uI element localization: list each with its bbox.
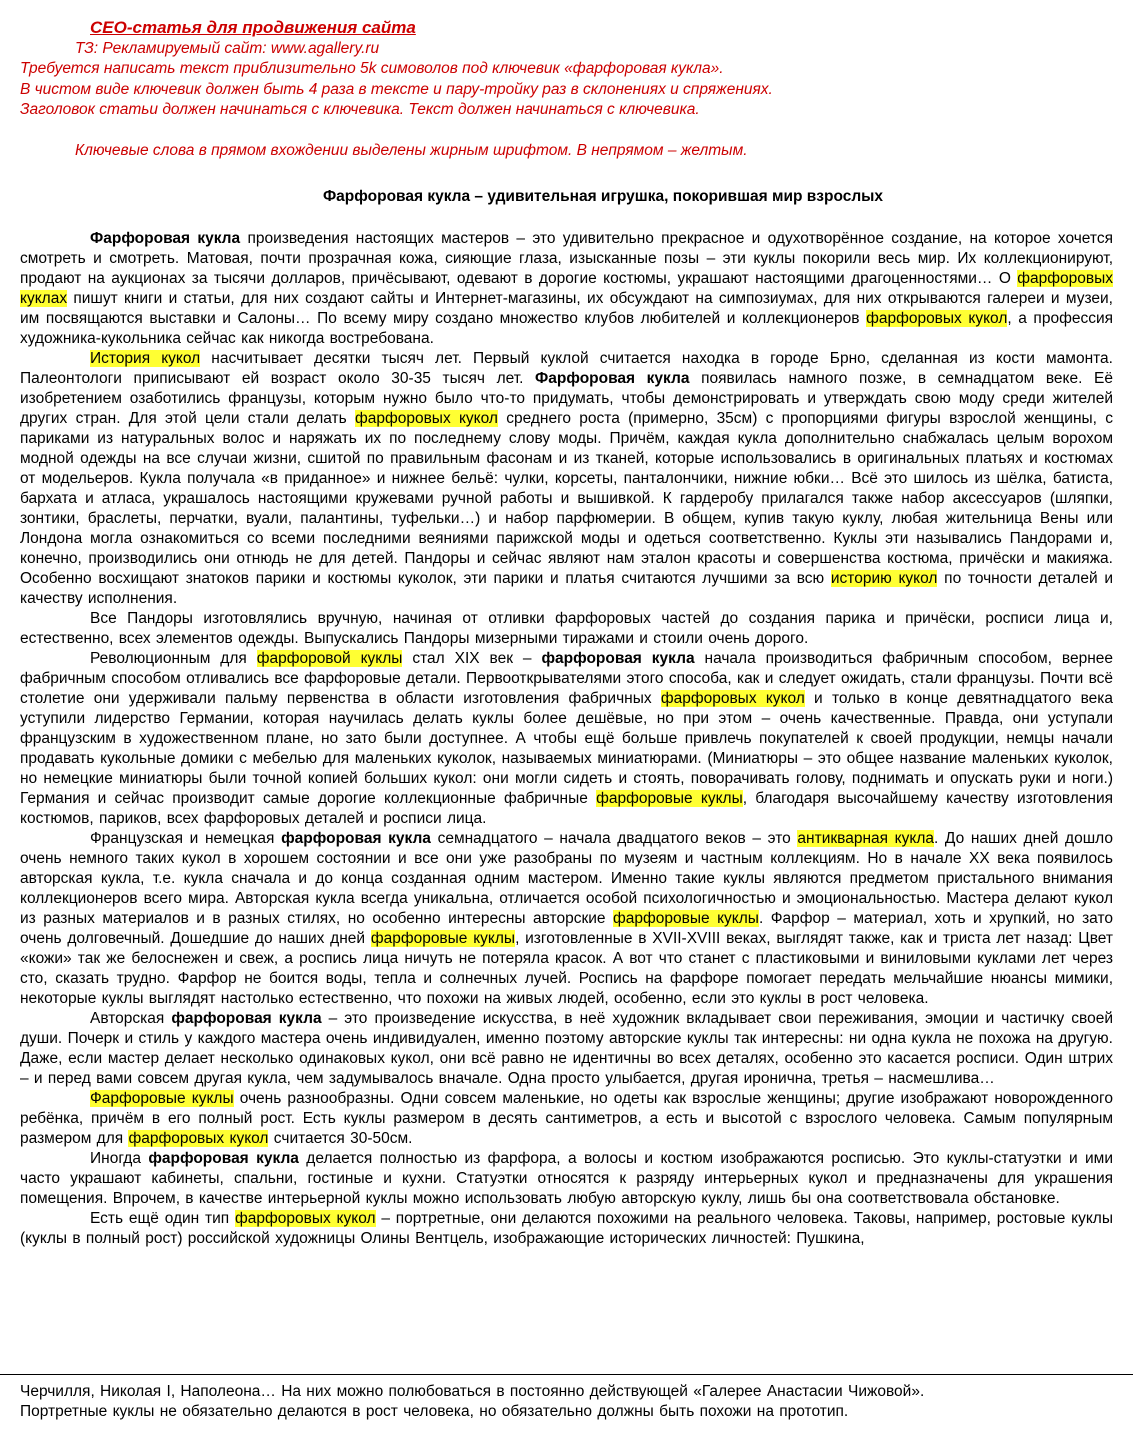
paragraph-text: – портретные, они делаются похожими на реального человека. Таковы, например, ростовые куклы (куклы в полный рост) российской художницы Олины Вентцель, изображающие исторических личностей: Пушкина, [20,1210,1113,1247]
keyword-indirect: фарфоровых кукол [235,1210,376,1227]
paragraph-text: начала производиться фабричным способом, вернее фабричным способом отливались все фарфоровые детали. Первооткрывателями этого способа, как и следует ожидать, стали французы. Почти всё столетие они удерживали пальму первенства в области изготовления фабричных [20,650,1113,707]
paragraph-text: делается полностью из фарфора, а волосы и костюм изображаются росписью. Это куклы-статуэтки и ими часто украшают кабинеты, спальни, гостиные и кухни. Статуэтки относятся к разряду интерьерных кукол и предназначены для украшения помещения. Впрочем, в качестве интерьерной куклы можно использовать любую авторскую куклу, лишь бы она соответствовала обстановке. [20,1150,1113,1207]
paragraph-text: произведения настоящих мастеров – это удивительно прекрасное и одухотворённое создание, на которое хочется смотреть и смотреть. Матовая, почти прозрачная кожа, сияющие глаза, изысканные позы – эти куклы покорили весь мир. Их коллекционируют, продают на аукционах за тысячи долларов, причёсывают, одевают в дорогие костюмы, украшают настоящими драгоценностями… О [20,230,1113,287]
paragraph-text: и только в конце девятнадцатого века уступили лидерство Германии, которая научилась делать куклы более дешёвые, но при этом – очень качественные. Правда, они уступали французским в художественном плане, но зато были доступнее. А чтобы ещё больше привлечь покупателей к своей продукции, немцы начали продавать кукольные домики с мебелью для маленьких куколок, называемых миниатюрами. (Миниатюры – это общее название маленьких куколок, но немецкие миниатюры были точной копией больших кукол: они могли сидеть и стоять, поворачивать голову, поднимать и опускать руки и ноги.) Германия и сейчас производит самые дорогие коллекционные фабричные [20,690,1113,807]
paragraph-text: насчитывает десятки тысяч лет. Первый куклой считается находка в городе Брно, сделанная из кости мамонта. Палеонтологи приписывают ей возраст около 30-35 тысяч лет. [20,350,1113,387]
paragraph-text: семнадцатого – начала двадцатого веков – это [430,830,798,847]
paragraph-text: Авторская [90,1010,172,1027]
keywords-note: Ключевые слова в прямом вхождении выделены жирным шрифтом. В непрямом – желтым. [75,141,748,159]
paragraph-text: . До наших дней дошло очень немного таких кукол в хорошем состоянии и все они уже разобраны по музеям и частным коллекциям. Но в начале XX века появилось авторская кукла, т.е. кукла сначала и до конца созданная одним мастером. Именно такие куклы являются предметом пристального внимания коллекционеров всего мира. Авторская кукла всегда уникальна, отличается особой психологичностью и эмоциональностью. Мастера делают кукол из разных материалов и в разных стилях, но особенно интересны авторские [20,830,1113,927]
article-paragraph [20,609,1113,649]
keyword-indirect: фарфоровых кукол [128,1130,269,1147]
keyword-indirect: фарфоровые куклы [613,910,759,927]
keyword-indirect: фарфоровых куклах [20,270,1113,307]
article-body [20,229,1113,1249]
paragraph-text: по точности деталей и качеству исполнения. [20,570,1113,607]
header-requirement-1: Требуется написать текст приблизительно 5k симоволов под ключевик «фарфоровая кукла». [20,60,724,77]
paragraph-text: считается 30-50см. [268,1130,413,1147]
article-paragraph [20,1009,1113,1089]
article-paragraph [20,1149,1113,1209]
keyword-indirect: фарфоровых кукол [866,310,1008,327]
keyword-direct: Фарфоровая кукла [535,370,690,387]
header-tz: ТЗ: Рекламируемый сайт: www.agallery.ru [75,39,380,57]
article-paragraph [20,649,1113,829]
article-paragraph [20,829,1113,1009]
keyword-direct: фарфоровая кукла [281,830,431,847]
header-requirement-3: Заголовок статьи должен начинаться с ключевика. Текст должен начинаться с ключевика. [20,101,700,118]
keyword-indirect: фарфоровой куклы [256,650,403,667]
keyword-indirect: историю кукол [830,570,938,587]
paragraph-text: очень разнообразны. Одни совсем маленькие, но одеты как взрослые женщины; другие изображают новорожденного ребёнка, причём в его полный рост. Есть куклы размером в десять сантиметров, а есть и высотой с взрослого человека. Самым популярным размером для [20,1090,1113,1147]
keyword-indirect: История кукол [90,350,201,367]
page-2-line-2: Портретные куклы не обязательно делаются в рост человека, но обязательно должны быть похожи на прототип. [20,1403,849,1420]
article-title: Фарфоровая кукла – удивительная игрушка, покорившая мир взрослых [322,188,884,205]
paragraph-text: Все Пандоры изготовлялись вручную, начиная от отливки фарфоровых частей до создания парика и причёски, росписи лица и, естественно, всех элементов одежды. Выпускались Пандоры мизерными тиражами и стоили очень дорого. [20,610,1113,647]
article-paragraph [20,1089,1113,1149]
keyword-indirect: антикварная кукла [797,830,934,847]
paragraph-text: Французская и немецкая [90,830,282,847]
keyword-indirect: Фарфоровые куклы [90,1090,234,1107]
paragraph-text: среднего роста (примерно, 35см) с пропорциями фигуры взрослой женщины, с париками из натуральных волос и наряжать их по последнему слову моды. Причём, каждая кукла дополнительно снабжалась целым ворохом модной одежды на все случаи жизни, сшитой по правильным фасонам и из тканей, которые использовались в оригинальных платьях и костюмах от модельеров. Кукла получала «в приданное» и нижнее бельё: чулки, корсеты, панталончики, нижние юбки… Всё это шилось из шёлка, батиста, бархата и атласа, украшалось настоящими кружевами ручной работы и вышивкой. К гардеробу прилагался также набор аксессуаров (шляпки, зонтики, браслеты, перчатки, вуали, палантины, туфельки…) и набор парфюмерии. В общем, купив такую куклу, любая жительница Вены или Лондона могла ознакомиться со всеми последними веяниями парижской моды и одеться соответственно. Куклы эти назывались Пандорами и, конечно, производились они отнюдь не для детей. Пандоры и сейчас являют нам эталон красоты и совершенства костюма, причёски и макияжа. Особенно восхищают знатоков парики и костюмы куколок, эти парики и платья считаются лучшими за всю [20,410,1113,587]
header-title: СЕО-статья для продвижения сайта [90,18,416,37]
paragraph-text: Есть ещё один тип [90,1210,235,1227]
paragraph-text: Иногда [90,1150,149,1167]
keyword-direct: фарфоровая кукла [171,1010,322,1027]
keyword-direct: фарфоровая кукла [541,650,695,667]
page-2-text [20,1382,1113,1422]
header-requirement-2: В чистом виде ключевик должен быть 4 раза в тексте и пару-тройку раз в склонениях и спряжениях. [20,80,773,98]
paragraph-text: пишут книги и статьи, для них создают сайты и Интернет-магазины, их обсуждают на симпозиумах, для них открываются галереи и музеи, им посвящаются выставки и Салоны… По всему миру создано множество клубов любителей и коллекционеров [20,290,1113,327]
keyword-direct: Фарфоровая кукла [90,230,241,247]
keyword-direct: фарфоровая кукла [148,1150,299,1167]
keyword-indirect: фарфоровые куклы [370,930,516,947]
task-header [20,18,1120,161]
paragraph-text: . Фарфор – материал, хоть и хрупкий, но зато очень долговечный. Дошедшие до наших дней [20,910,1113,947]
paragraph-text: Революционным для [90,650,257,667]
paragraph-text: стал XIX век – [402,650,542,667]
article-paragraph [20,349,1113,609]
article-paragraph [20,1209,1113,1249]
keyword-indirect: фарфоровых кукол [354,410,498,427]
paragraph-text: – это произведение искусства, в неё художник вкладывает свои переживания, эмоции и частичку своей души. Почерк и стиль у каждого мастера очень индивидуален, именно поэтому авторские куклы так интересны: ни одна кукла не похожа на другую. Даже, если мастер делает несколько одинаковых кукол, они всё равно не идентичны во всех деталях, особенно это касается росписи. Один штрих – и перед вами совсем другая кукла, чем задумывалось вначале. Одна просто улыбается, другая иронична, третья – насмешлива… [20,1010,1114,1087]
page-break-line [0,1374,1133,1375]
keyword-indirect: фарфоровые куклы [596,790,743,807]
paragraph-text: появилась намного позже, в семнадцатом веке. Её изобретением озаботились французы, которым нужно было что-то придумать, чтобы демонстрировать и утверждать свою моду среди жителей других стран. Для этой цели стали делать [20,370,1113,427]
paragraph-text: , а профессия художника-кукольника сейчас как никогда востребована. [20,310,1113,347]
article-paragraph [20,229,1113,349]
paragraph-text: , изготовленные в XVII-XVIII веках, выглядят также, как и триста лет назад: Цвет «кожи» так же белоснежен и свеж, а роспись лица ничуть не потеряла красок. А вот что станет с пластиковыми и виниловыми куклами лет через сто, сказать трудно. Фарфор не боится воды, тепла и солнечных лучей. Роспись на фарфоре помогает передать мельчайшие нюансы мимики, некоторые куклы выглядят настолько естественно, что похожи на живых людей, особенно, если это куклы в рост человека. [20,930,1113,1007]
keyword-indirect: фарфоровых кукол [660,690,805,707]
page-2-line-1: Черчилля, Николая I, Наполеона… На них можно полюбоваться в постоянно действующей «Галерее Анастасии Чижовой». [20,1383,925,1400]
paragraph-text: , благодаря высочайшему качеству изготовления костюмов, париков, всех фарфоровых деталей и росписи лица. [20,790,1113,827]
